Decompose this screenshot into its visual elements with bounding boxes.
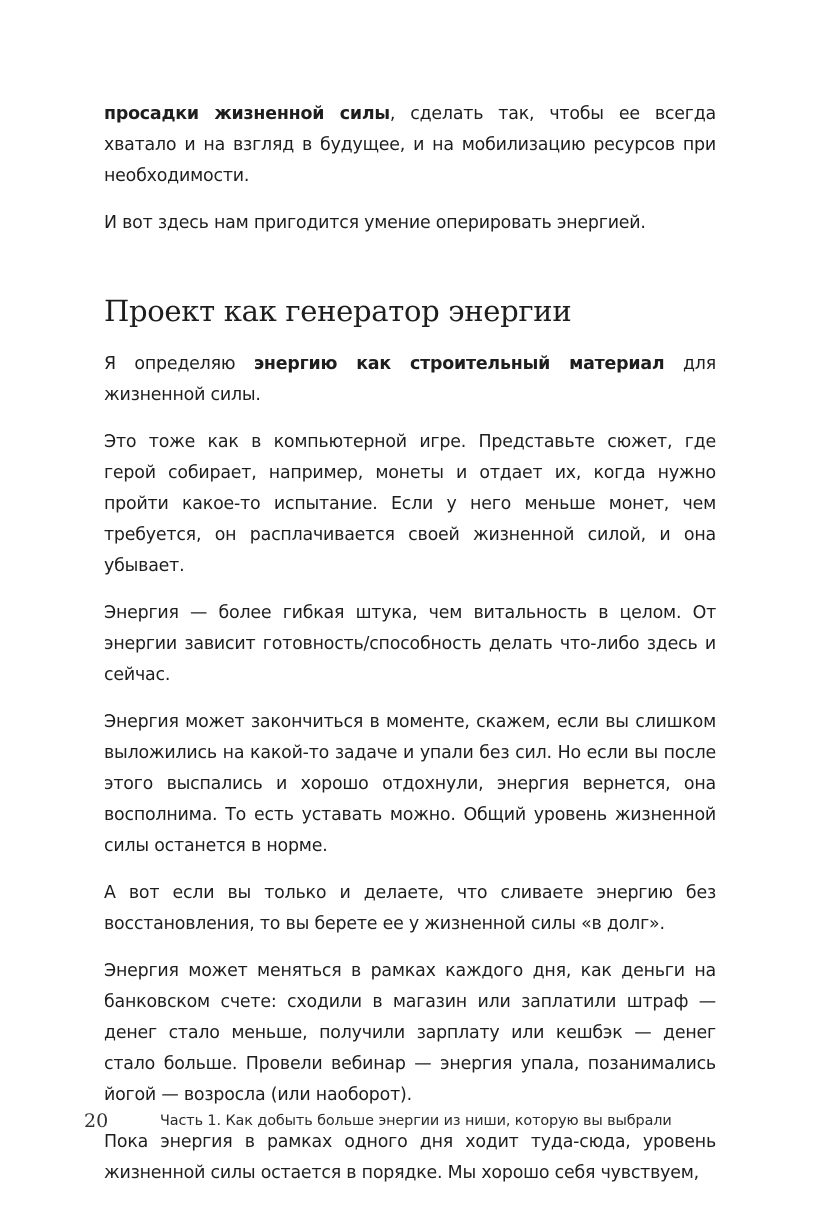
paragraph: А вот если вы только и делаете, что сливаете энергию без восстановления, то вы берете ее у жизненной силы «в долг».: [104, 883, 716, 934]
section-heading: Проект как генератор энергии: [104, 294, 572, 328]
paragraph: И вот здесь нам пригодится умение оперировать энергией.: [104, 213, 646, 233]
paragraph: Энергия — более гибкая штука, чем витальность в целом. От энергии зависит готовность/способность делать что-либо здесь и сейчас.: [104, 603, 716, 685]
bold-phrase: энергию как строительный материал: [253, 354, 665, 374]
paragraph-continuation: [104, 99, 716, 192]
page-footer: [0, 1106, 817, 1136]
bold-phrase: просадки жизненной силы: [104, 104, 390, 124]
paragraph-text: для жизненной силы.: [104, 354, 716, 405]
page-number: 20: [84, 1110, 109, 1132]
paragraph: Пока энергия в рамках одного дня ходит туда-сюда, уровень жизненной силы остается в порядке. Мы хорошо себя чувствуем,: [104, 1132, 716, 1183]
paragraph-intro: [104, 349, 716, 411]
paragraph: Это тоже как в компьютерной игре. Представьте сюжет, где герой собирает, например, монеты и отдает их, когда нужно пройти какое-то испытание. Если у него меньше монет, чем требуется, он расплачивается своей жизненной силой, и она убывает.: [104, 432, 716, 576]
paragraph: Энергия может меняться в рамках каждого дня, как деньги на банковском счете: сходили в магазин или заплатили штраф — денег стало меньше, получили зарплату или кешбэк — денег стало больше. Провели вебинар — энергия упала, позанимались йогой — возросла (или наоборот).: [104, 961, 716, 1105]
paragraph: Энергия может закончиться в моменте, скажем, если вы слишком выложились на какой-то задаче и упали без сил. Но если вы после этого выспались и хорошо отдохнули, энергия вернется, она восполнима. То есть уставать можно. Общий уровень жизненной силы останется в норме.: [104, 712, 716, 856]
paragraph-text: , сделать так, чтобы ее всегда хватало и на взгляд в будущее, и на мобилизацию ресурсов при необходимости.: [104, 104, 716, 186]
text-block: [104, 99, 716, 1205]
running-head: Часть 1. Как добыть больше энергии из ниши, которую вы выбрали: [160, 1113, 672, 1129]
paragraph-text: Я определяю: [104, 354, 254, 374]
